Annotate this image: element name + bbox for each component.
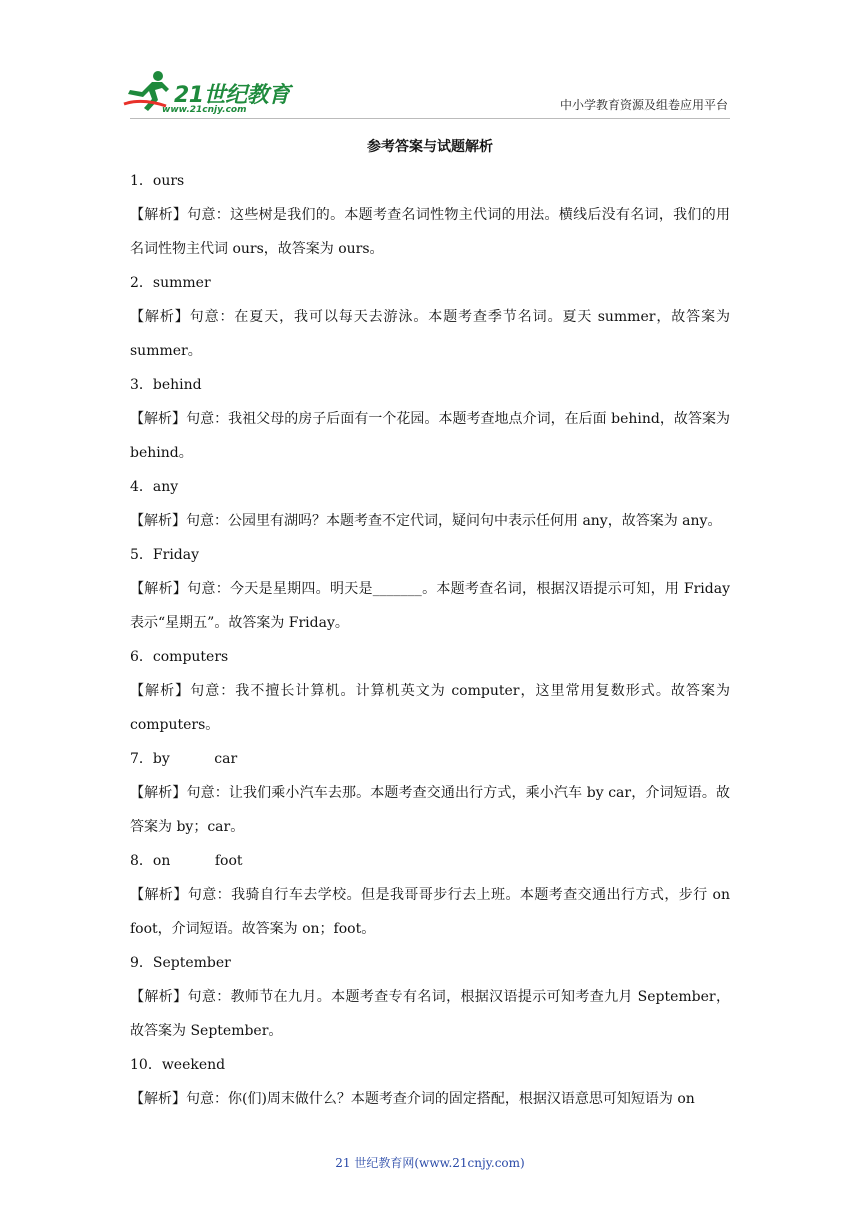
explanation-text: 【解析】句意：今天是星期四。明天是_______。本题考查名词，根据汉语提示可知，用 Friday 表示“星期五”。故答案为 Friday。 [130, 581, 730, 631]
answer-list [130, 164, 730, 1116]
explanation-text: 【解析】句意：我骑自行车去学校。但是我哥哥步行去上班。本题考查交通出行方式，步行 on foot，介词短语。故答案为 on；foot。 [130, 887, 730, 937]
answer-text: 7．by car [130, 751, 238, 767]
explanation-text: 【解析】句意：在夏天，我可以每天去游泳。本题考查季节名词。夏天 summer，故答案为 summer。 [130, 309, 730, 359]
explanation-text: 【解析】句意：让我们乘小汽车去那。本题考查交通出行方式，乘小汽车 by car，介词短语。故答案为 by；car。 [130, 785, 730, 835]
answer-item [130, 844, 730, 946]
answer-text: 1．ours [130, 173, 185, 189]
answer-text: 5．Friday [130, 547, 200, 563]
page-title: 参考答案与试题解析 [367, 139, 493, 155]
header-divider [130, 118, 730, 119]
answer-item [130, 470, 730, 538]
answer-item [130, 368, 730, 470]
answer-text: 6．computers [130, 649, 229, 665]
answer-item [130, 1048, 730, 1116]
platform-name: 中小学教育资源及组卷应用平台 [559, 98, 728, 112]
logo-url: www.21cnjy.com [162, 105, 247, 115]
answer-item [130, 538, 730, 640]
answer-text: 4．any [130, 479, 179, 495]
page-header [0, 0, 860, 120]
answer-text: 3．behind [130, 377, 202, 393]
answer-item [130, 946, 730, 1048]
page-footer: 21 世纪教育网(www.21cnjy.com) [335, 1156, 525, 1170]
answer-item [130, 742, 730, 844]
explanation-text: 【解析】句意：这些树是我们的。本题考查名词性物主代词的用法。横线后没有名词，我们的用名词性物主代词 ours，故答案为 ours。 [130, 207, 730, 257]
answer-text: 8．on foot [130, 853, 243, 869]
explanation-text: 【解析】句意：你(们)周末做什么？本题考查介词的固定搭配，根据汉语意思可知短语为 on [130, 1091, 695, 1107]
answer-text: 9．September [130, 955, 231, 971]
answer-text: 2．summer [130, 275, 211, 291]
answer-item [130, 164, 730, 266]
answer-text: 10．weekend [130, 1057, 226, 1073]
logo-text: 21世纪教育 [174, 83, 290, 108]
answer-item [130, 640, 730, 742]
explanation-text: 【解析】句意：教师节在九月。本题考查专有名词，根据汉语提示可知考查九月 September，故答案为 September。 [130, 989, 730, 1039]
answer-item [130, 266, 730, 368]
explanation-text: 【解析】句意：我不擅长计算机。计算机英文为 computer，这里常用复数形式。故答案为 computers。 [130, 683, 730, 733]
explanation-text: 【解析】句意：公园里有湖吗？本题考查不定代词，疑问句中表示任何用 any，故答案为 any。 [130, 513, 722, 529]
logo [122, 68, 297, 118]
explanation-text: 【解析】句意：我祖父母的房子后面有一个花园。本题考查地点介词，在后面 behind，故答案为 behind。 [130, 411, 730, 461]
